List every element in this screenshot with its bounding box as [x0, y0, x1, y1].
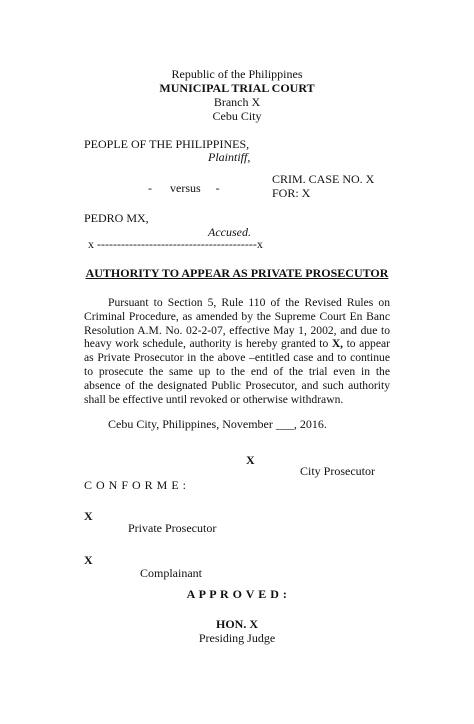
private-prosecutor-title: Private Prosecutor — [128, 521, 217, 535]
plaintiff-name: PEOPLE OF THE PHILIPPINES, — [84, 137, 250, 151]
plaintiff-role: Plaintiff, — [208, 150, 251, 164]
complainant-name: X — [84, 553, 93, 567]
accused-name: PEDRO MX, — [84, 211, 149, 225]
document-title: AUTHORITY TO APPEAR AS PRIVATE PROSECUTOR — [85, 266, 389, 280]
grantee-name: X, — [331, 337, 344, 351]
city-prosecutor-name: X — [246, 453, 255, 467]
versus-label: - versus - — [148, 181, 220, 195]
approved-label: A P P R O V E D : — [186, 587, 288, 601]
conforme-label: C O N F O R M E : — [84, 478, 187, 492]
header-branch: Branch X — [213, 95, 261, 109]
accused-role: Accused. — [208, 225, 251, 239]
complainant-title: Complainant — [140, 566, 202, 580]
header-court: MUNICIPAL TRIAL COURT — [159, 81, 315, 95]
private-prosecutor-name: X — [84, 509, 93, 523]
judge-name: HON. X — [216, 617, 258, 631]
header-republic: Republic of the Philippines — [171, 67, 303, 81]
case-for: FOR: X — [272, 186, 311, 200]
body-text-start: Pursuant to Section 5, Rule 110 of the Revised Rules on Criminal Procedure, as amended by the Supreme Court En Banc Resolution A.M. No. 02-2-07, effective May 1, 2002, and due to heavy work schedule, authority is hereby granted to — [84, 296, 390, 351]
body-paragraph — [84, 296, 390, 406]
caption-separator: x ----------------------------------------x — [88, 237, 263, 251]
header-city: Cebu City — [212, 109, 262, 123]
body-text-end: to appear as Private Prosecutor in the above –entitled case and to continue to prosecute the same up to the end of the trial even in the absence of the designated Public Prosecutor, and such authority shall be effective until revoked or otherwise withdrawn. — [84, 337, 390, 406]
case-number: CRIM. CASE NO. X — [272, 172, 375, 186]
city-prosecutor-title: City Prosecutor — [300, 464, 375, 478]
judge-title: Presiding Judge — [198, 631, 276, 645]
date-line: Cebu City, Philippines, November ___, 2016. — [108, 417, 327, 431]
